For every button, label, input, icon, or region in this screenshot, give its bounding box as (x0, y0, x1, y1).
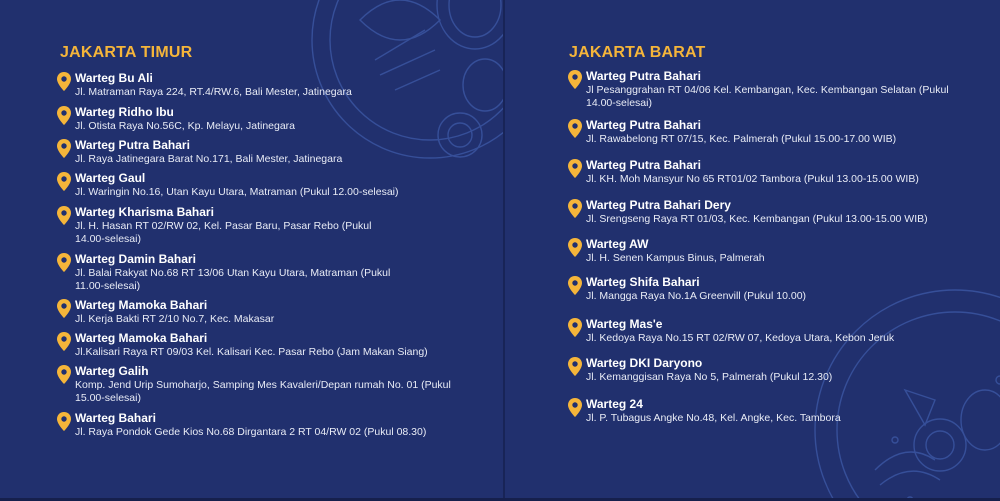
warteg-address: Jl. Kemanggisan Raya No 5, Palmerah (Pukul 12.30) (586, 371, 833, 383)
map-pin-icon (57, 72, 71, 91)
map-pin-icon (568, 318, 582, 337)
map-pin-icon (568, 199, 582, 218)
warteg-name: Warteg Kharisma Bahari (75, 205, 214, 219)
warteg-address: Jl. H. Senen Kampus Binus, Palmerah (586, 252, 765, 264)
map-pin-icon (57, 365, 71, 384)
region-title-jakarta-timur: JAKARTA TIMUR (60, 44, 193, 61)
map-pin-icon (57, 172, 71, 191)
map-pin-icon (57, 253, 71, 272)
map-pin-icon (568, 238, 582, 257)
map-pin-icon (57, 106, 71, 125)
warteg-name: Warteg Putra Bahari (586, 69, 701, 83)
warteg-name: Warteg Putra Bahari (75, 138, 190, 152)
food-plate-illustration (785, 270, 1000, 501)
warteg-address: Jl. Matraman Raya 224, RT.4/RW.6, Bali Mester, Jatinegara (75, 86, 352, 98)
warteg-address: Jl. Srengseng Raya RT 01/03, Kec. Kembangan (Pukul 13.00-15.00 WIB) (586, 213, 928, 225)
warteg-name: Warteg Putra Bahari (586, 158, 701, 172)
warteg-address: Jl. Raya Jatinegara Barat No.171, Bali Mester, Jatinegara (75, 153, 343, 165)
warteg-name: Warteg Shifa Bahari (586, 275, 700, 289)
warteg-name: Warteg Galih (75, 364, 149, 378)
map-pin-icon (568, 70, 582, 89)
map-pin-icon (568, 357, 582, 376)
map-pin-icon (568, 159, 582, 178)
warteg-address: Jl. Mangga Raya No.1A Greenvill (Pukul 10.00) (586, 290, 807, 302)
warteg-name: Warteg Mamoka Bahari (75, 298, 208, 312)
warteg-name: Warteg Putra Bahari Dery (586, 198, 731, 212)
warteg-name: Warteg DKI Daryono (586, 356, 703, 370)
warteg-name: Warteg Bu Ali (75, 71, 153, 85)
warteg-name: Warteg Mas'e (586, 317, 663, 331)
warteg-address: Jl.Kalisari Raya RT 09/03 Kel. Kalisari Kec. Pasar Rebo (Jam Makan Siang) (75, 346, 428, 358)
warteg-address: Jl. P. Tubagus Angke No.48, Kel. Angke, Kec. Tambora (586, 412, 841, 424)
warteg-address: Jl. Balai Rakyat No.68 RT 13/06 Utan Kayu Utara, Matraman (Pukul 11.00-selesai) (75, 267, 391, 292)
warteg-address: Jl. Kerja Bakti RT 2/10 No.7, Kec. Makasar (75, 313, 275, 325)
warteg-name: Warteg Gaul (75, 171, 146, 185)
map-pin-icon (568, 119, 582, 138)
warteg-address: Jl. Rawabelong RT 07/15, Kec. Palmerah (Pukul 15.00-17.00 WIB) (586, 133, 897, 145)
map-pin-icon (568, 398, 582, 417)
warteg-name: Warteg Ridho Ibu (75, 105, 174, 119)
map-pin-icon (57, 299, 71, 318)
map-pin-icon (57, 412, 71, 431)
warteg-address: Komp. Jend Urip Sumoharjo, Samping Mes Kavaleri/Depan rumah No. 01 (Pukul 15.00-selesai) (75, 379, 451, 404)
warteg-address: Jl. Waringin No.16, Utan Kayu Utara, Matraman (Pukul 12.00-selesai) (75, 186, 399, 198)
warteg-name: Warteg AW (586, 237, 649, 251)
map-pin-icon (568, 276, 582, 295)
warteg-name: Warteg Putra Bahari (586, 118, 701, 132)
warteg-address: Jl. KH. Moh Mansyur No 65 RT01/02 Tambora (Pukul 13.00-15.00 WIB) (586, 173, 919, 185)
warteg-name: Warteg Damin Bahari (75, 252, 196, 266)
warteg-address: Jl. Raya Pondok Gede Kios No.68 Dirgantara 2 RT 04/RW 02 (Pukul 08.30) (75, 426, 427, 438)
warteg-address: Jl. Kedoya Raya No.15 RT 02/RW 07, Kedoya Utara, Kebon Jeruk (586, 332, 895, 344)
warteg-address: Jl. Otista Raya No.56C, Kp. Melayu, Jatinegara (75, 120, 296, 132)
region-title-jakarta-barat: JAKARTA BARAT (569, 44, 706, 61)
jakarta-barat-panel (505, 0, 1000, 501)
warteg-name: Warteg Bahari (75, 411, 156, 425)
map-pin-icon (57, 206, 71, 225)
warteg-name: Warteg 24 (586, 397, 643, 411)
warteg-address: Jl. H. Hasan RT 02/RW 02, Kel. Pasar Baru, Pasar Rebo (Pukul 14.00-selesai) (75, 220, 372, 245)
warteg-address: Jl Pesanggrahan RT 04/06 Kel. Kembangan, Kec. Kembangan Selatan (Pukul 14.00-selesai) (586, 84, 949, 109)
map-pin-icon (57, 139, 71, 158)
map-pin-icon (57, 332, 71, 351)
warteg-name: Warteg Mamoka Bahari (75, 331, 208, 345)
